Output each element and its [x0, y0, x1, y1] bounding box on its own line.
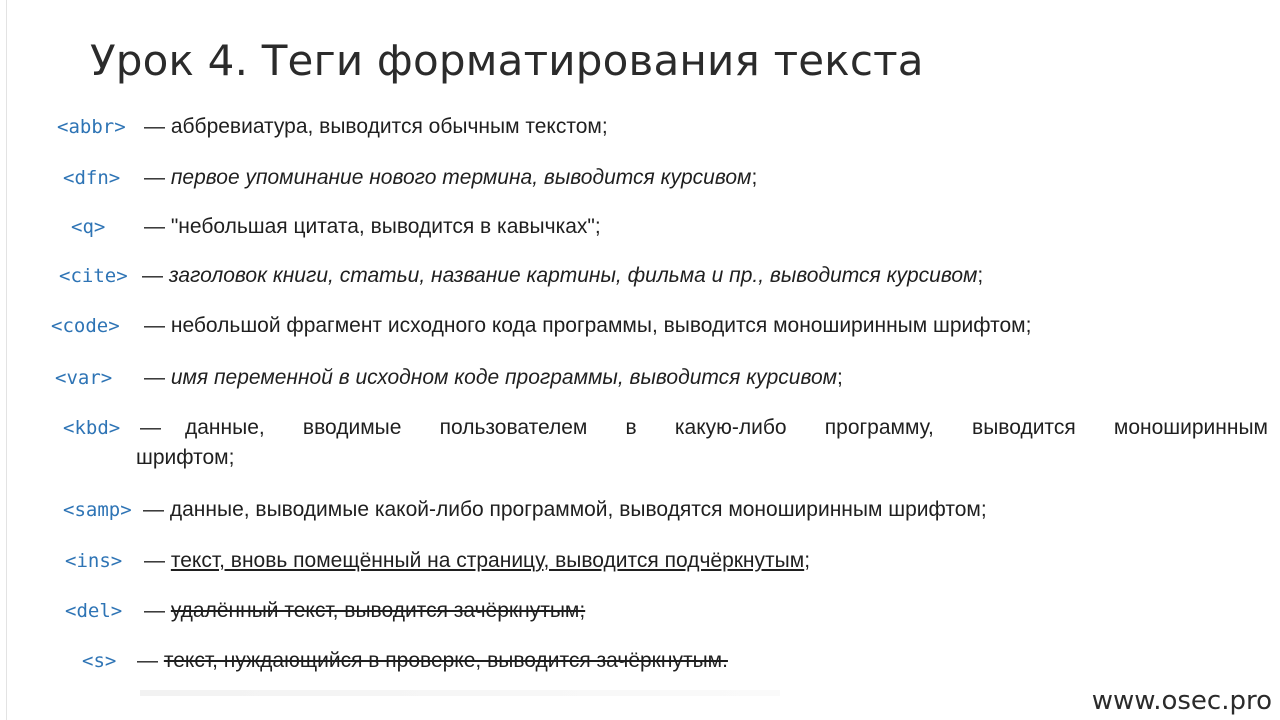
slide-title: Урок 4. Теги форматирования текста: [90, 36, 924, 85]
dash: —: [144, 549, 165, 572]
desc-text: первое упоминание нового термина, выводится курсивом: [170, 166, 752, 189]
tag-ins: <ins>: [65, 550, 123, 572]
tag-var: <var>: [55, 367, 113, 389]
tag-samp: <samp>: [63, 499, 132, 521]
desc-s: [137, 646, 728, 676]
dash: —: [144, 314, 165, 337]
dash: —: [144, 166, 165, 189]
desc-text: данные, выводимые какой-либо программой, выводятся моноширинным шрифтом;: [169, 498, 987, 521]
desc-del: [144, 596, 585, 626]
dash: —: [137, 649, 158, 672]
tag-kbd: <kbd>: [63, 417, 121, 439]
desc-text: данные, вводимые пользователем в какую-либо программу, выводится моноширинным: [185, 416, 1268, 439]
tag-abbr: <abbr>: [57, 116, 126, 138]
dash: —: [142, 264, 163, 287]
desc-samp: [143, 495, 987, 525]
dash: —: [144, 115, 165, 138]
desc-dfn: [144, 163, 757, 193]
site-url: www.osec.pro: [1091, 686, 1272, 716]
desc-text: текст, вновь помещённый на страницу, выводится подчёркнутым: [170, 549, 805, 572]
desc-tail: ;: [977, 264, 984, 287]
dash: —: [144, 215, 165, 238]
tag-q: <q>: [71, 216, 106, 238]
faded-text-artifact: [140, 690, 780, 696]
desc-kbd-line2: шрифтом;: [136, 446, 235, 469]
desc-cite: [142, 261, 983, 291]
tag-s: <s>: [82, 650, 117, 672]
dash: —: [144, 599, 165, 622]
desc-text: аббревиатура, выводится обычным текстом;: [170, 115, 608, 138]
desc-q: [144, 212, 601, 242]
desc-tail: ;: [751, 166, 758, 189]
tag-del: <del>: [65, 600, 123, 622]
tag-dfn: <dfn>: [63, 167, 121, 189]
desc-ins: [144, 546, 810, 576]
desc-text: "небольшая цитата, выводится в кавычках";: [170, 215, 601, 238]
dash: —: [144, 366, 165, 389]
desc-text: текст, нуждающийся в проверке, выводится зачёркнутым.: [163, 649, 728, 672]
desc-text: заголовок книги, статьи, название картины, фильма и пр., выводится курсивом: [168, 264, 978, 287]
desc-kbd: [140, 413, 1268, 443]
dash: —: [140, 416, 161, 439]
dash: —: [143, 498, 164, 521]
desc-text: удалённый текст, выводится зачёркнутым;: [170, 599, 586, 622]
desc-code: [144, 311, 1031, 341]
desc-tail: ;: [837, 366, 843, 389]
desc-abbr: [144, 112, 608, 142]
tag-code: <code>: [51, 315, 120, 337]
left-border-line: [6, 0, 7, 720]
desc-tail: ;: [804, 549, 811, 572]
desc-text: имя переменной в исходном коде программы, выводится курсивом: [170, 366, 838, 389]
desc-var: [144, 363, 843, 393]
desc-text: небольшой фрагмент исходного кода программы, выводится моноширинным шрифтом;: [170, 314, 1032, 337]
tag-cite: <cite>: [59, 265, 128, 287]
